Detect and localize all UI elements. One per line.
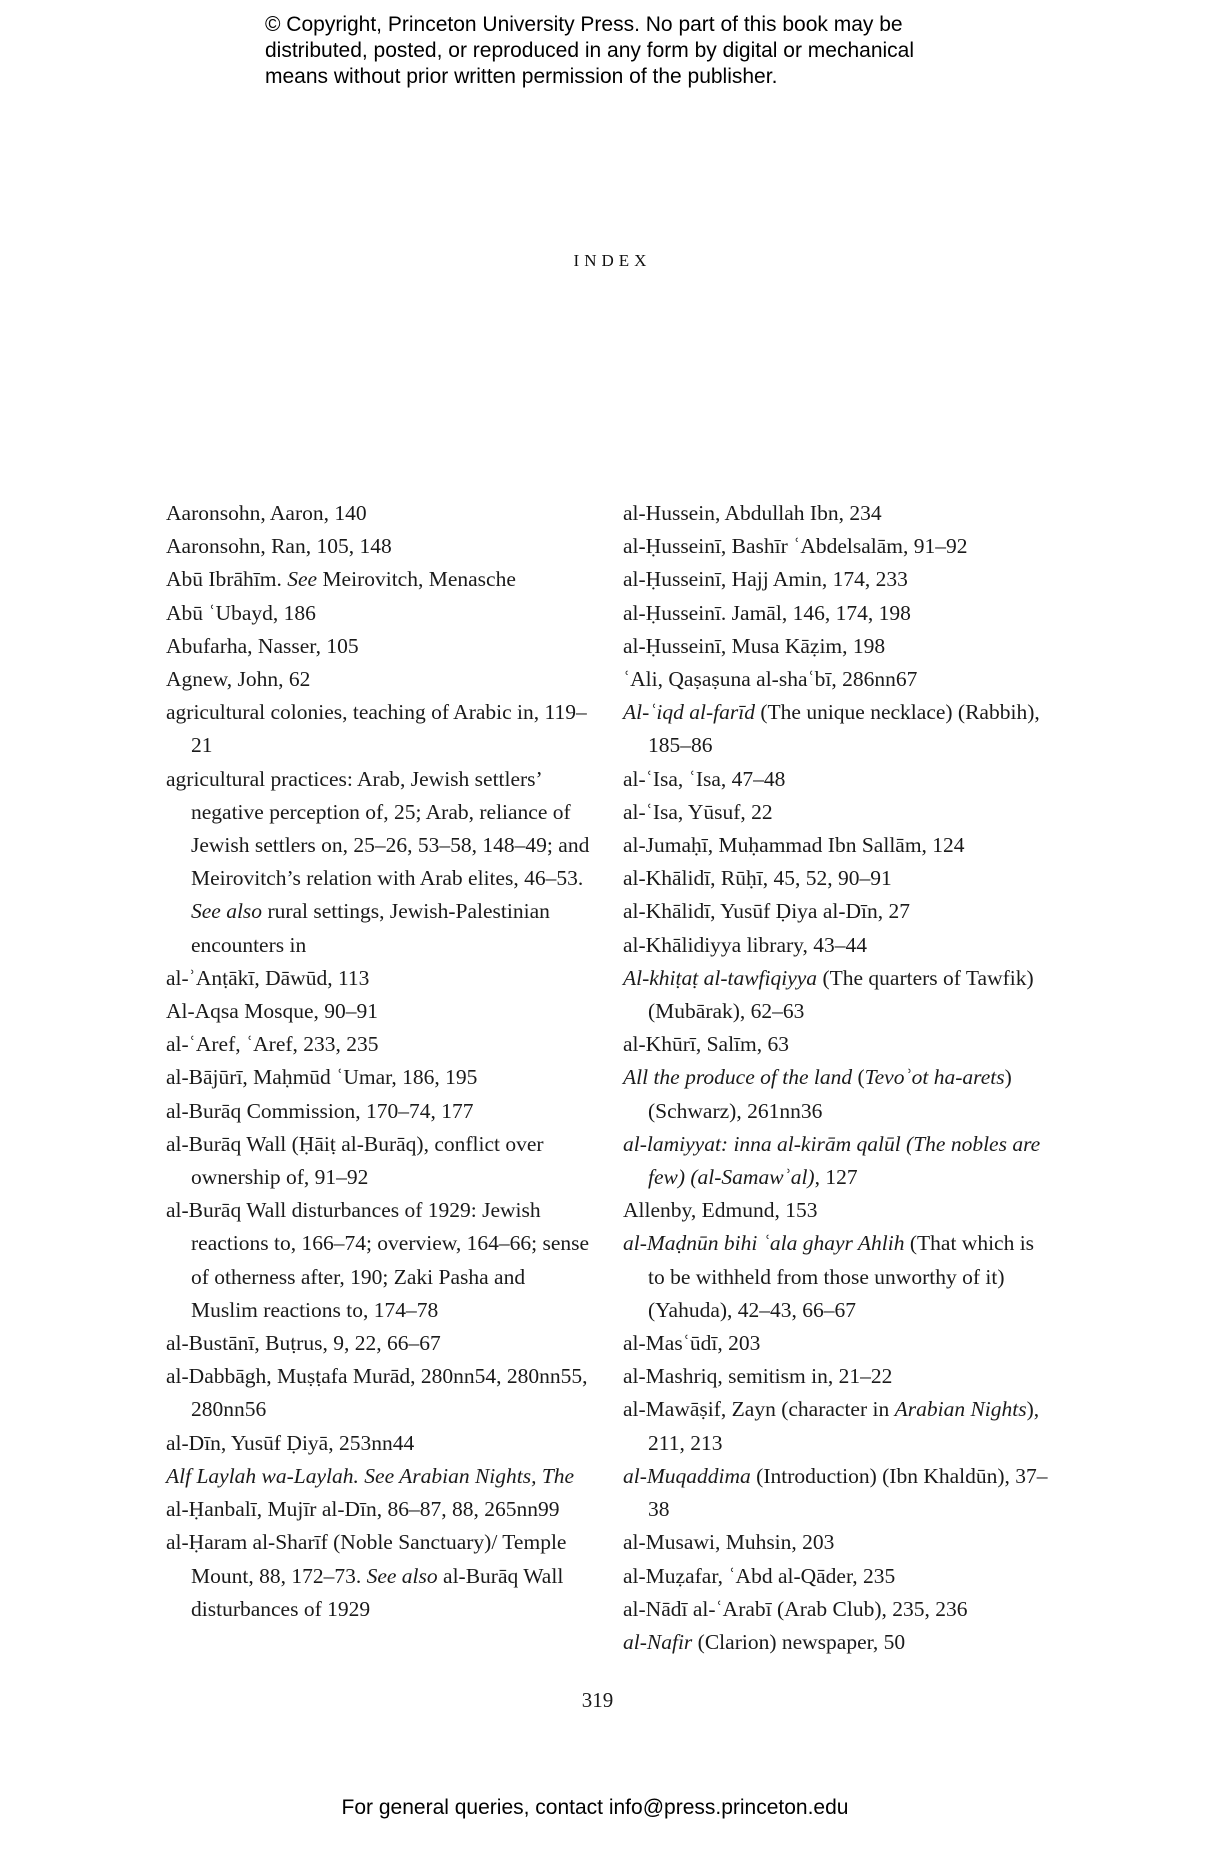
index-entry-text: al-Dīn, Yusūf Ḍiyā, 253nn44 bbox=[166, 1430, 415, 1455]
index-entry-text: Aaronsohn, Ran, 105, 148 bbox=[166, 534, 392, 559]
index-entry bbox=[166, 1493, 596, 1526]
index-entry-text: al-ʾAnṭākī, Dāwūd, 113 bbox=[166, 965, 370, 990]
index-entry bbox=[623, 597, 1053, 630]
index-entry-text: Al-Aqsa Mosque, 90–91 bbox=[166, 999, 378, 1024]
index-entry bbox=[166, 1327, 596, 1360]
index-entry bbox=[623, 530, 1053, 563]
index-entry-text: Al-khiṭaṭ al-tawfiqiyya bbox=[623, 965, 818, 990]
index-entry bbox=[166, 663, 596, 696]
index-entry-text: Abufarha, Nasser, 105 bbox=[166, 633, 359, 658]
index-entry bbox=[623, 1327, 1053, 1360]
index-entry bbox=[623, 563, 1053, 596]
index-entry bbox=[166, 597, 596, 630]
index-entry-text: Abū ʿUbayd, 186 bbox=[166, 600, 316, 625]
index-entry-text: Meirovitch, Menasche bbox=[317, 567, 516, 592]
index-entry bbox=[166, 962, 596, 995]
index-column-left bbox=[166, 497, 596, 1626]
index-entry bbox=[623, 1028, 1053, 1061]
index-entry-text: Aaronsohn, Aaron, 140 bbox=[166, 501, 367, 525]
index-entry-text: (The quarters of Tawfik) (Mubārak), 62–63 bbox=[648, 965, 1034, 1024]
index-entry bbox=[166, 497, 596, 530]
index-entry bbox=[623, 630, 1053, 663]
index-entry bbox=[166, 696, 596, 762]
page-number: 319 bbox=[581, 1688, 614, 1712]
index-entry bbox=[623, 862, 1053, 895]
index-entry-text: agricultural practices: Arab, Jewish settlers’ negative perception of, 25; Arab, reliance of Jewish settlers on, 25–26, 53–58, 148–49; and Meirovitch’s relation with Arab elites, 46–53. bbox=[166, 766, 590, 891]
index-entry-text: al-Burāq Wall (Ḥāiṭ al-Burāq), conflict over ownership of, 91–92 bbox=[166, 1131, 544, 1190]
index-entry bbox=[166, 1194, 596, 1327]
index-entry-text: al-Dabbāgh, Muṣṭafa Murād, 280nn54, 280nn55, 280nn56 bbox=[166, 1364, 588, 1422]
index-entry-text: al-Ḥaram al-Sharīf (Noble Sanctuary)/ Temple Mount, 88, 172–73. bbox=[166, 1530, 567, 1588]
index-entry-text: (That which is to be withheld from those unworthy of it) (Yahuda), 42–43, 66–67 bbox=[648, 1231, 1035, 1322]
index-entry bbox=[166, 530, 596, 563]
index-entry-text: al-Masʿūdī, 203 bbox=[623, 1331, 761, 1356]
page-title: index bbox=[573, 246, 652, 272]
index-entry bbox=[623, 1593, 1053, 1626]
index-entry bbox=[623, 895, 1053, 928]
index-entry-text: al-Khālidī, Yusūf Ḍiya al-Dīn, 27 bbox=[623, 899, 911, 924]
index-entry bbox=[623, 1460, 1053, 1526]
index-entry-text: al-Ḥusseinī, Hajj Amin, 174, 233 bbox=[623, 567, 908, 592]
index-entry-text: al-Ḥanbalī, Mujīr al-Dīn, 86–87, 88, 265nn99 bbox=[166, 1497, 560, 1522]
index-entry-text: ) (Schwarz), 261nn36 bbox=[648, 1065, 1012, 1123]
index-entry-text: ( bbox=[852, 1065, 865, 1090]
index-entry-text: ), 211, 213 bbox=[648, 1397, 1040, 1455]
index-entry-text: rural settings, Jewish-Palestinian encounters in bbox=[191, 899, 550, 957]
index-entry-text: al-Burāq Commission, 170–74, 177 bbox=[166, 1098, 474, 1123]
index-entry-text: Allenby, Edmund, 153 bbox=[623, 1198, 818, 1223]
index-entry-text: al-Ḥusseinī, Bashīr ʿAbdelsalām, 91–92 bbox=[623, 534, 968, 559]
index-entry bbox=[623, 796, 1053, 829]
index-entry-text: al-Nādī al-ʿArabī (Arab Club), 235, 236 bbox=[623, 1596, 968, 1621]
index-entry-text: Arabian Nights bbox=[894, 1397, 1027, 1422]
index-entry-text: Al-ʿiqd al-farīd bbox=[623, 700, 755, 725]
index-entry-text: al-Musawi, Muhsin, 203 bbox=[623, 1530, 835, 1555]
index-entry bbox=[623, 1061, 1053, 1127]
index-entry-text: al-Burāq Wall disturbances of 1929: Jewish reactions to, 166–74; overview, 164–66; sense of otherness after, 190; Zaki Pasha and Muslim reactions to, 174–78 bbox=[166, 1198, 590, 1322]
index-entry bbox=[623, 1194, 1053, 1227]
index-entry-text: Tevoʾot ha-arets bbox=[864, 1065, 1005, 1090]
index-entry-text: al-ʿIsa, Yūsuf, 22 bbox=[623, 799, 773, 824]
index-entry-text: Agnew, John, 62 bbox=[166, 667, 311, 692]
index-entry-text: al-Ḥusseinī, Musa Kāẓim, 198 bbox=[623, 633, 886, 658]
index-entry-text: al-Hussein, Abdullah Ibn, 234 bbox=[623, 501, 882, 525]
index-entry-text: al-Khālidiyya library, 43–44 bbox=[623, 932, 867, 957]
index-entry-text: al-ʿAref, ʿAref, 233, 235 bbox=[166, 1032, 379, 1057]
index-entry bbox=[166, 1360, 596, 1426]
index-entry-text: Abū Ibrāhīm. bbox=[166, 567, 288, 592]
index-entry bbox=[623, 1560, 1053, 1593]
index-entry-text: al-Maḍnūn bihi ʿala ghayr Ahlih bbox=[623, 1231, 905, 1256]
index-entry-text: (Introduction) (Ibn Khaldūn), 37–38 bbox=[648, 1463, 1048, 1522]
index-entry-text: See bbox=[287, 567, 318, 592]
index-entry-text: al-Muẓafar, ʿAbd al-Qāder, 235 bbox=[623, 1563, 896, 1588]
index-entry bbox=[166, 1028, 596, 1061]
index-entry-text: , 127 bbox=[814, 1165, 858, 1190]
index-entry bbox=[166, 763, 596, 962]
index-entry-text: al-Khūrī, Salīm, 63 bbox=[623, 1032, 790, 1057]
index-entry bbox=[166, 1460, 596, 1493]
index-entry bbox=[166, 995, 596, 1028]
index-entry-text: al-Khālidī, Rūḥī, 45, 52, 90–91 bbox=[623, 866, 892, 891]
index-entry-text: ʿAli, Qaṣaṣuna al-shaʿbī, 286nn67 bbox=[623, 667, 918, 692]
index-entry-text: al-Burāq Wall disturbances of 1929 bbox=[191, 1563, 564, 1621]
index-entry bbox=[623, 1393, 1053, 1459]
index-entry-text: al-Ḥusseinī. Jamāl, 146, 174, 198 bbox=[623, 600, 911, 625]
index-entry-text: al-Mawāṣif, Zayn (character in bbox=[623, 1397, 895, 1422]
index-entry-text: al-Nafir bbox=[623, 1629, 693, 1654]
index-entry bbox=[623, 962, 1053, 1028]
index-entry bbox=[623, 663, 1053, 696]
index-entry bbox=[623, 1227, 1053, 1327]
index-entry bbox=[166, 1427, 596, 1460]
index-entry-text: al-ʿIsa, ʿIsa, 47–48 bbox=[623, 766, 786, 791]
index-entry-text: (The unique necklace) (Rabbih), 185–86 bbox=[648, 700, 1040, 758]
index-entry bbox=[166, 1095, 596, 1128]
index-entry bbox=[166, 1128, 596, 1194]
index-entry-text: agricultural colonies, teaching of Arabic in, 119–21 bbox=[166, 700, 587, 758]
index-entry-text: See also bbox=[366, 1563, 438, 1588]
index-entry-text: See also bbox=[191, 899, 263, 924]
index-entry-text: al-Mashriq, semitism in, 21–22 bbox=[623, 1364, 893, 1389]
index-entry bbox=[623, 696, 1053, 762]
index-entry bbox=[166, 563, 596, 596]
index-column-right bbox=[623, 497, 1053, 1659]
index-entry bbox=[166, 1061, 596, 1094]
footer-contact: For general queries, contact info@press.princeton.edu bbox=[341, 1796, 849, 1819]
index-entry-text: al-Jumaḥī, Muḥammad Ibn Sallām, 124 bbox=[623, 833, 965, 858]
index-entry-text: al-lamiyyat: inna al-kirām qalūl (The nobles are few) (al-Samawʾal) bbox=[623, 1131, 1041, 1190]
index-entry bbox=[166, 630, 596, 663]
index-entry bbox=[623, 497, 1053, 530]
index-entry-text: al-Bustānī, Buṭrus, 9, 22, 66–67 bbox=[166, 1331, 441, 1356]
index-entry bbox=[623, 929, 1053, 962]
index-entry bbox=[623, 763, 1053, 796]
index-entry-text: al-Bājūrī, Maḥmūd ʿUmar, 186, 195 bbox=[166, 1065, 478, 1090]
index-entry-text: All the produce of the land bbox=[623, 1065, 853, 1090]
index-entry bbox=[623, 1626, 1053, 1659]
copyright-notice: © Copyright, Princeton University Press. No part of this book may be distributed, posted, or reproduced in any form by digital or mechanical means without prior written permission of the publisher. bbox=[265, 13, 915, 88]
index-entry-text: (Clarion) newspaper, 50 bbox=[692, 1629, 906, 1654]
index-entry bbox=[166, 1526, 596, 1626]
index-entry-text: al-Muqaddima bbox=[623, 1463, 751, 1488]
index-entry bbox=[623, 1128, 1053, 1194]
index-entry bbox=[623, 1526, 1053, 1559]
index-entry bbox=[623, 829, 1053, 862]
index-entry bbox=[623, 1360, 1053, 1393]
index-entry-text: Alf Laylah wa-Laylah. See Arabian Nights, The bbox=[166, 1463, 575, 1488]
